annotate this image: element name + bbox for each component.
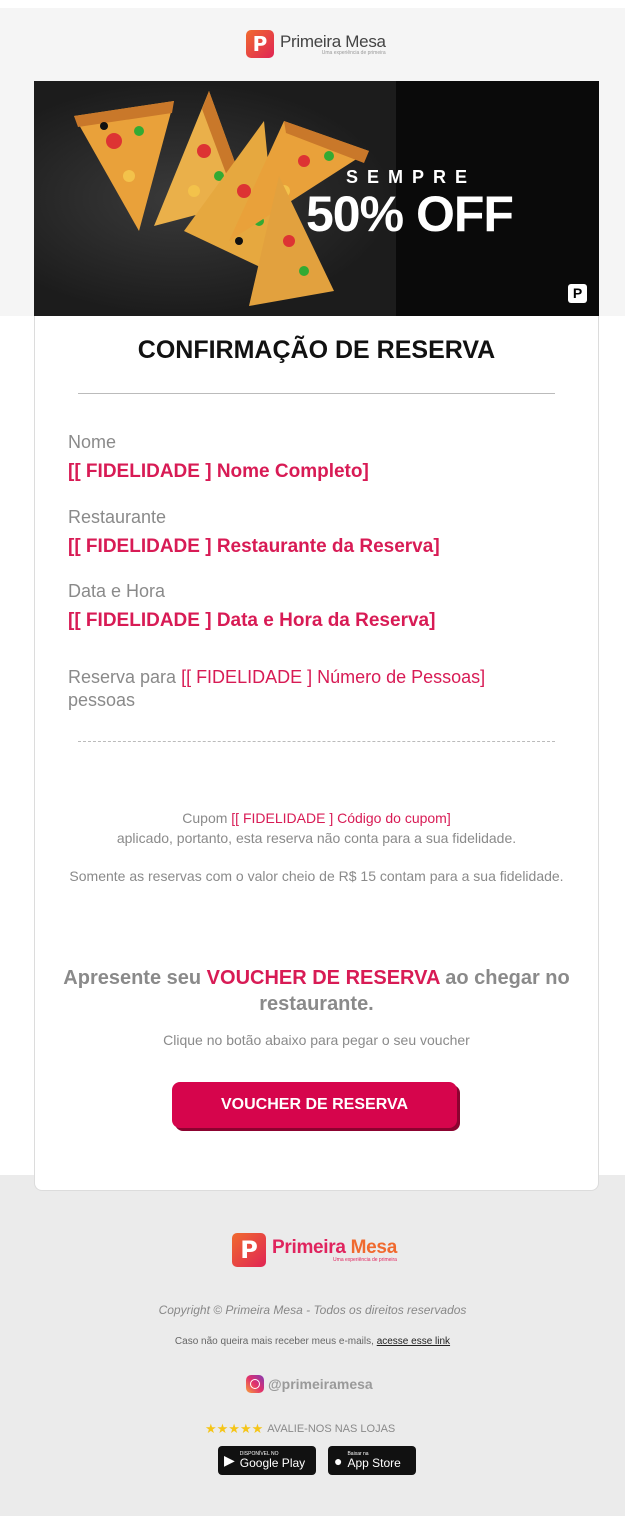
name-value: [[ FIDELIDADE ] Nome Completo] [68,461,369,482]
instagram-link[interactable] [246,1375,373,1393]
apple-small: Baixar na [347,1451,369,1457]
app-store-button[interactable] [328,1446,416,1475]
hero-sempre: SEMPRE [346,167,477,187]
google-play-icon: ▶ [224,1452,235,1468]
party-size [68,666,538,712]
coupon-line2: aplicado, portanto, esta reserva não conta para a sua fidelidade. [116,830,517,846]
datetime-label: Data e Hora [68,581,166,601]
page-title: CONFIRMAÇÃO DE RESERVA [137,336,496,364]
instagram-handle: @primeiramesa [268,1376,373,1392]
coupon-notice [34,808,599,848]
party-prefix: Reserva para [68,667,182,687]
coupon-code: [[ FIDELIDADE ] Código do cupom] [231,810,451,826]
title-divider [78,393,555,394]
footer-logo-mark-icon: P [232,1233,266,1267]
apple-big: App Store [347,1456,401,1470]
logo-tagline: Uma experiência de primeira [321,49,386,56]
apple-icon: ● [334,1452,343,1469]
rate-text: AVALIE-NOS NAS LOJAS [267,1423,396,1435]
unsubscribe-text: Caso não queira mais receber meus e-mails, [174,1336,377,1347]
voucher-highlight: VOUCHER DE RESERVA [206,967,440,989]
restaurant-value: [[ FIDELIDADE ] Restaurante da Reserva] [68,536,440,557]
reservation-card [34,316,599,1191]
copyright: Copyright © Primeira Mesa - Todos os direitos reservados [158,1303,467,1317]
name-label: Nome [68,432,117,452]
footer-logo[interactable] [232,1233,397,1267]
google-play-button[interactable] [218,1446,316,1475]
google-small: DISPONÍVEL NO [239,1451,279,1457]
voucher-post: ao chegar no restaurante. [259,967,570,1015]
rating-row [205,1421,395,1437]
section-divider [78,741,555,742]
restaurant-label: Restaurante [68,507,167,527]
voucher-pre: Apresente seu [63,967,207,989]
logo-brand: Primeira Mesa [280,31,386,51]
header-logo[interactable] [246,30,386,58]
voucher-button[interactable]: VOUCHER DE RESERVA [172,1082,457,1128]
hero-banner[interactable] [34,81,599,316]
voucher-heading [34,965,599,1017]
unsubscribe-line [0,1336,625,1347]
coupon-prefix: Cupom [182,810,232,826]
unsubscribe-link[interactable]: acesse esse link [376,1336,451,1347]
logo-mark-icon: P [246,30,274,58]
full-price-note: Somente as reservas com o valor cheio de R$ 15 contam para a sua fidelidade. [69,868,564,884]
hero-p-badge-icon: P [568,284,587,303]
footer-tagline: Uma experiência de primeira [333,1256,397,1263]
party-suffix: pessoas [68,690,136,710]
instagram-icon [246,1375,264,1393]
google-big: Google Play [239,1456,306,1470]
party-value: [[ FIDELIDADE ] Número de Pessoas] [181,667,486,687]
footer-brand-a: Primeira [272,1236,346,1258]
hero-discount: 50% OFF [306,186,513,242]
datetime-value: [[ FIDELIDADE ] Data e Hora da Reserva] [68,610,436,631]
voucher-hint: Clique no botão abaixo para pegar o seu voucher [163,1032,470,1048]
footer-brand-b: Mesa [345,1236,397,1258]
star-icons: ★★★★★ [205,1421,264,1436]
